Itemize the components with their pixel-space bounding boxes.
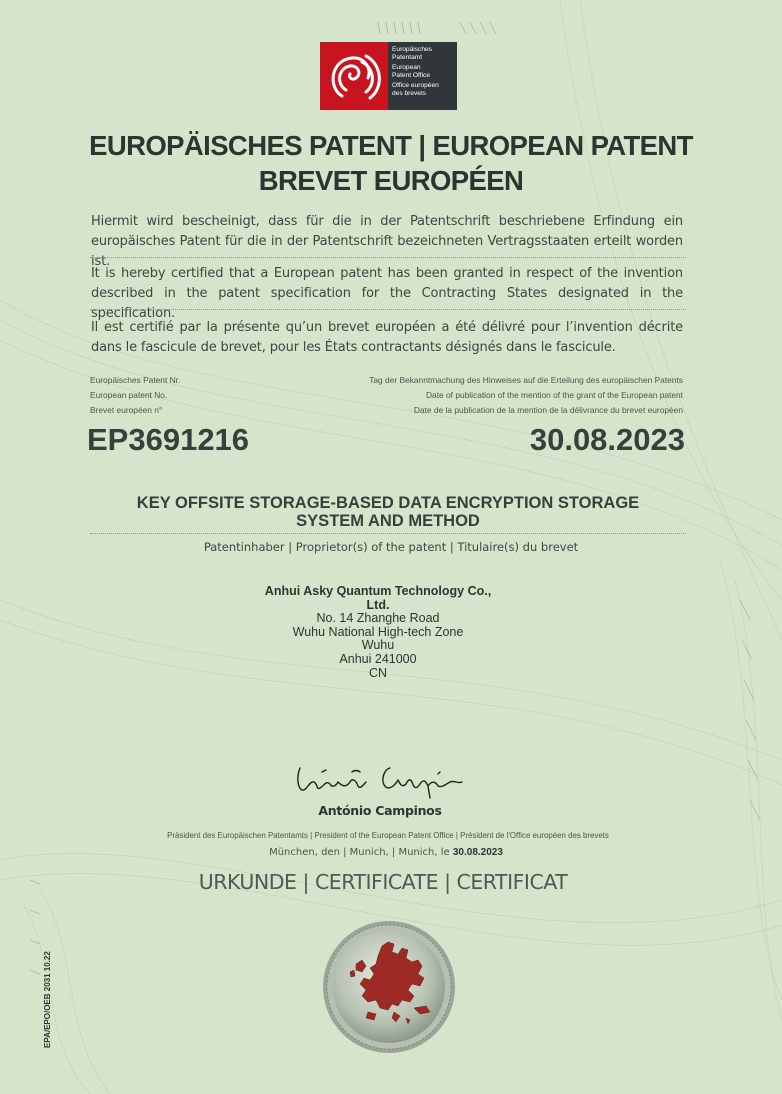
patent-number-labels xyxy=(90,373,180,418)
publication-date-labels xyxy=(369,373,683,418)
logo-line: Office européen xyxy=(392,82,439,90)
statement-french: Il est certifié par la présente qu’un brevet européen a été délivré pour l’invention décrite dans le fascicule de brevet, pour les États contractants désignés dans le fascicule. xyxy=(91,320,683,355)
statement-german: Hiermit wird bescheinigt, dass für die in der Patentschrift beschriebene Erfindung ein europäisches Patent für die in der Patentschrift bezeichneten Vertragsstaaten erteilt worden ist. xyxy=(91,214,683,269)
divider xyxy=(90,533,686,534)
divider xyxy=(90,257,686,258)
patent-title-line2: SYSTEM AND METHOD xyxy=(296,512,480,530)
publication-date-label-en: Date of publication of the mention of the grant of the European patent xyxy=(425,390,683,400)
logo-line: Europäisches xyxy=(392,46,432,53)
page-title-line2: BREVET EUROPÉEN xyxy=(258,165,524,196)
proprietor-region: Anhui 241000 xyxy=(339,651,417,666)
proprietor-name-cont: Ltd. xyxy=(366,597,390,612)
patent-number-label-fr: Brevet européen n° xyxy=(90,405,163,415)
epo-signal-icon xyxy=(326,48,382,104)
proprietor-district: Wuhu National High-tech Zone xyxy=(292,624,464,639)
epo-logo-text xyxy=(388,42,457,110)
logo-line: Patentamt xyxy=(392,53,423,61)
proprietor-street: No. 14 Zhanghe Road xyxy=(316,611,440,626)
publication-date-label-de: Tag der Bekanntmachung des Hinweises auf die Erteilung des europäischen Patents xyxy=(369,375,683,385)
patent-number-label-en: European patent No. xyxy=(90,390,168,400)
divider xyxy=(90,309,686,310)
publication-date: 30.08.2023 xyxy=(529,422,685,457)
proprietor-city: Wuhu xyxy=(361,638,395,653)
form-code: EPA/EPO/OEB 2031 10.22 xyxy=(43,951,52,1048)
epo-logo-mark xyxy=(320,42,388,110)
epo-logo xyxy=(320,42,457,110)
publication-date-label-fr: Date de la publication de la mention de la délivrance du brevet européen xyxy=(413,405,683,415)
handwritten-signature xyxy=(292,758,472,804)
patent-number: EP3691216 xyxy=(87,422,250,457)
europe-map-seal xyxy=(322,920,456,1054)
place-and-date xyxy=(0,847,772,858)
signer-name: António Campinos xyxy=(318,803,442,818)
proprietor-address xyxy=(240,585,516,680)
page-title-line1: EUROPÄISCHES PATENT | EUROPEAN PATENT xyxy=(89,130,693,161)
logo-line: European xyxy=(392,64,421,72)
logo-line: Patent Office xyxy=(392,71,430,79)
patent-title-line1: KEY OFFSITE STORAGE-BASED DATA ENCRYPTION STORAGE xyxy=(136,494,640,512)
patent-title xyxy=(90,494,686,530)
patent-number-label-de: Europäisches Patent Nr. xyxy=(90,375,181,385)
proprietor-country: CN xyxy=(368,665,388,680)
place-label: München, den | Munich, | Munich, le xyxy=(269,847,450,858)
statement-english: It is hereby certified that a European patent has been granted in respect of the invention described in the patent specification for the Contracting States designated in the specification. xyxy=(91,266,683,321)
place-date: 30.08.2023 xyxy=(452,847,503,858)
certificate-label: URKUNDE | CERTIFICATE | CERTIFICAT xyxy=(198,870,568,894)
logo-line: des brevets xyxy=(392,89,427,97)
proprietor-label: Patentinhaber | Proprietor(s) of the patent | Titulaire(s) du brevet xyxy=(203,540,579,554)
signer-role: Präsident des Europäischen Patentamts | President of the European Patent Office | Président de l'Office européen des brevets xyxy=(167,831,609,840)
proprietor-name: Anhui Asky Quantum Technology Co., xyxy=(264,584,492,598)
